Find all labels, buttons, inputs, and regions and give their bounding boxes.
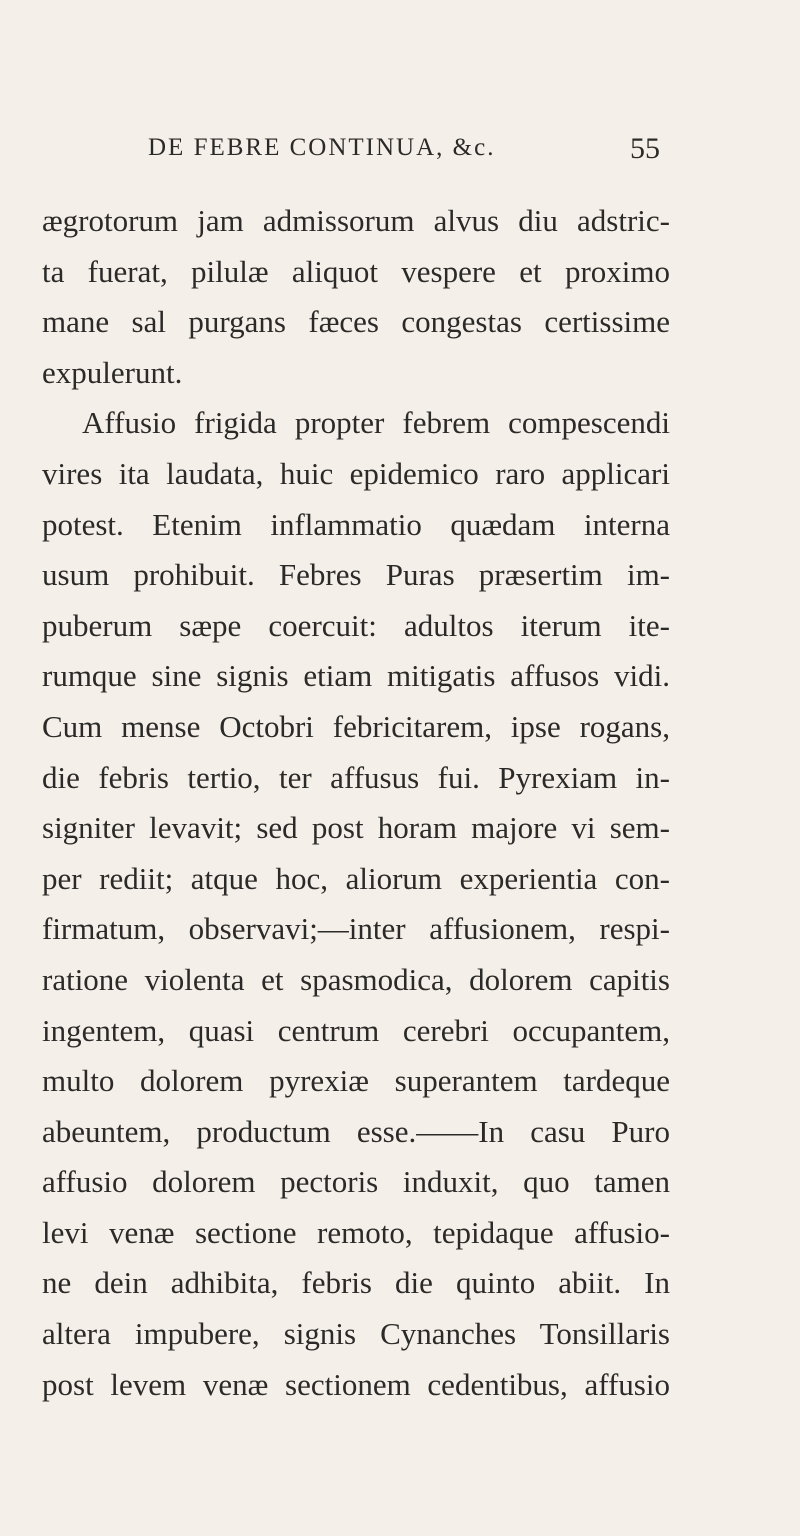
text-line: potest. Etenim inflammatio quædam interna xyxy=(42,506,670,542)
text-line: Affusio frigida propter febrem compescendi xyxy=(82,405,670,441)
text-line: usum prohibuit. Febres Puras præsertim im- xyxy=(42,557,670,593)
text-line: altera impubere, signis Cynanches Tonsillaris xyxy=(42,1316,670,1352)
text-line: firmatum, observavi;—inter affusionem, respi- xyxy=(42,911,670,947)
text-line: vires ita laudata, huic epidemico raro applicari xyxy=(42,455,670,491)
text-line: ingentem, quasi centrum cerebri occupantem, xyxy=(42,1012,670,1048)
text-line: multo dolorem pyrexiæ superantem tardeque xyxy=(42,1063,670,1099)
text-line: expulerunt. xyxy=(42,354,183,390)
text-line: affusio dolorem pectoris induxit, quo tamen xyxy=(42,1164,670,1200)
text-line: ta fuerat, pilulæ aliquot vespere et proximo xyxy=(42,253,670,289)
running-head xyxy=(40,134,660,178)
text-line: rumque sine signis etiam mitigatis affusos vidi. xyxy=(42,658,670,694)
text-line: ægrotorum jam admissorum alvus diu adstric- xyxy=(42,203,670,238)
text-line: per rediit; atque hoc, aliorum experientia con- xyxy=(42,860,670,896)
text-line: abeuntem, productum esse.——In casu Puro xyxy=(42,1113,670,1149)
text-line: post levem venæ sectionem cedentibus, affusio xyxy=(42,1366,670,1402)
text-line: levi venæ sectione remoto, tepidaque affusio- xyxy=(42,1214,670,1250)
text-line: ne dein adhibita, febris die quinto abiit. In xyxy=(42,1265,670,1301)
running-title: DE FEBRE CONTINUA, &c. xyxy=(148,134,496,161)
text-line: Cum mense Octobri febricitarem, ipse rogans, xyxy=(42,708,670,744)
page-number: 55 xyxy=(630,132,660,165)
text-line: signiter levavit; sed post horam majore vi sem- xyxy=(42,810,670,846)
text-line: die febris tertio, ter affusus fui. Pyrexiam in- xyxy=(42,759,670,795)
text-line: mane sal purgans fæces congestas certissime xyxy=(42,304,670,340)
text-line: puberum sæpe coercuit: adultos iterum ite- xyxy=(42,607,670,643)
body-text xyxy=(42,196,670,1410)
text-line: ratione violenta et spasmodica, dolorem capitis xyxy=(42,961,670,997)
